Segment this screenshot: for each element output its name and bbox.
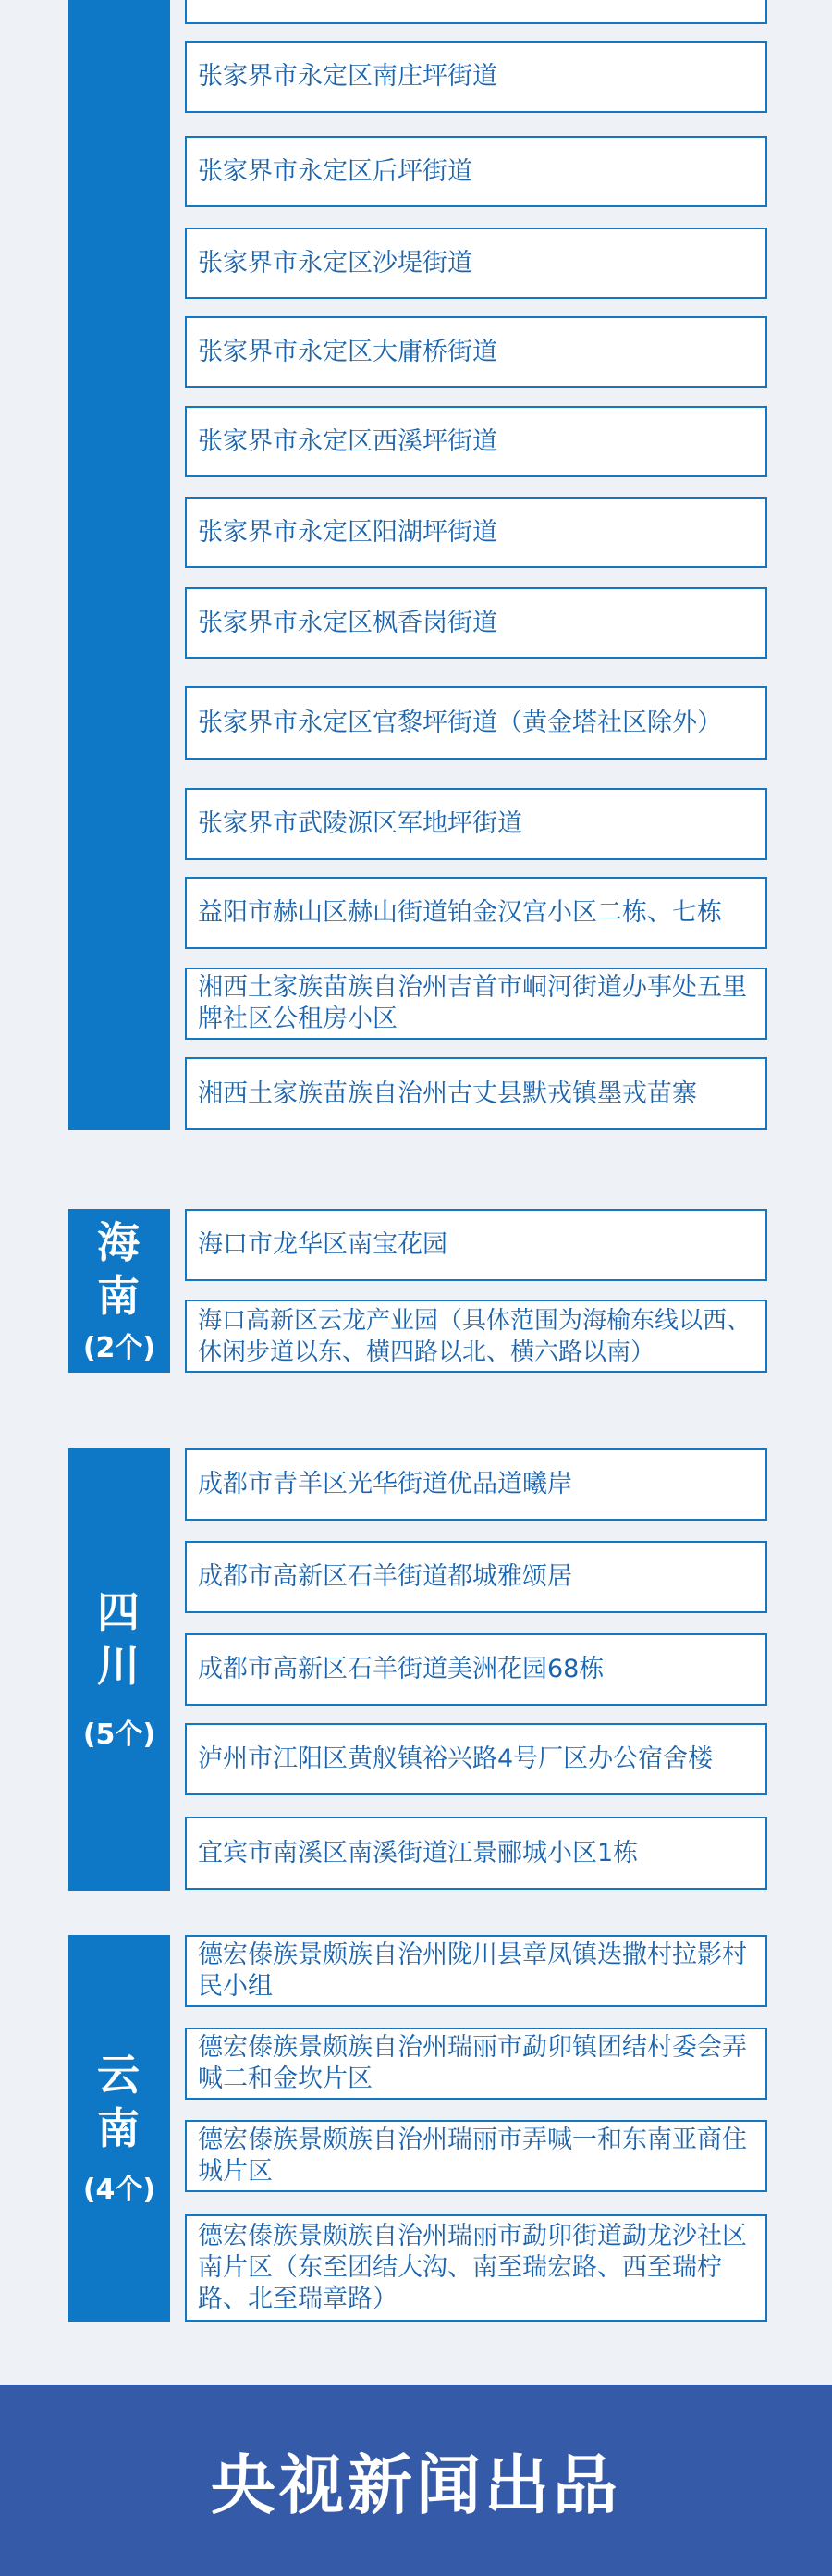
province-count: (5个) (82, 1719, 156, 1751)
list-item: 益阳市赫山区赫山街道铂金汉宫小区二栋、七栋 (185, 877, 767, 949)
province-name-char: 云 (97, 2050, 141, 2100)
list-item: 宜宾市南溪区南溪街道江景郦城小区1栋 (185, 1817, 767, 1890)
list-item: 张家界市永定区沙堤街道 (185, 228, 767, 299)
province-name-char: 南 (97, 1270, 141, 1321)
province-name-char: 川 (97, 1641, 141, 1691)
list-item: 德宏傣族景颇族自治州瑞丽市勐卯街道勐龙沙社区南片区（东至团结大沟、南至瑞宏路、西至瑞柠路、北至瑞章路） (185, 2214, 767, 2322)
hunan-side-bar (68, 0, 170, 1130)
province-count: (4个) (82, 2174, 156, 2206)
list-item: 成都市青羊区光华街道优品道曦岸 (185, 1448, 767, 1521)
hainan-province-label (68, 1209, 170, 1373)
list-item (185, 0, 767, 24)
province-name-char: 南 (97, 2103, 141, 2153)
list-item: 成都市高新区石羊街道都城雅颂居 (185, 1541, 767, 1613)
list-item: 海口高新区云龙产业园（具体范围为海榆东线以西、休闲步道以东、横四路以北、横六路以南） (185, 1300, 767, 1373)
sichuan-section (0, 1448, 832, 1891)
footer-credit: 央视新闻出品 (211, 2447, 621, 2523)
sichuan-province-label (68, 1448, 170, 1891)
list-item: 张家界市永定区阳湖坪街道 (185, 497, 767, 568)
yunnan-province-label (68, 1935, 170, 2322)
province-name-char: 四 (97, 1587, 141, 1637)
footer-banner (0, 2385, 832, 2576)
list-item: 张家界市永定区官黎坪街道（黄金塔社区除外） (185, 686, 767, 760)
list-item: 泸州市江阳区黄舣镇裕兴路4号厂区办公宿舍楼 (185, 1723, 767, 1795)
list-item: 张家界市永定区西溪坪街道 (185, 406, 767, 477)
list-item: 湘西土家族苗族自治州古丈县默戎镇墨戎苗寨 (185, 1057, 767, 1130)
list-item: 张家界市永定区大庸桥街道 (185, 316, 767, 388)
list-item: 成都市高新区石羊街道美洲花园68栋 (185, 1633, 767, 1706)
list-item: 海口市龙华区南宝花园 (185, 1209, 767, 1281)
list-item: 德宏傣族景颇族自治州瑞丽市弄喊一和东南亚商住城片区 (185, 2120, 767, 2192)
list-item: 张家界市永定区后坪街道 (185, 136, 767, 207)
list-item: 张家界市永定区枫香岗街道 (185, 587, 767, 659)
list-item: 张家界市武陵源区军地坪街道 (185, 788, 767, 860)
list-item: 德宏傣族景颇族自治州陇川县章凤镇迭撒村拉影村民小组 (185, 1935, 767, 2007)
list-item: 德宏傣族景颇族自治州瑞丽市勐卯镇团结村委会弄喊二和金坎片区 (185, 2028, 767, 2100)
province-count: (2个) (82, 1331, 156, 1364)
hunan-section (0, 0, 832, 1130)
province-name-char: 海 (97, 1216, 141, 1267)
list-item: 湘西土家族苗族自治州吉首市峒河街道办事处五里牌社区公租房小区 (185, 968, 767, 1040)
hainan-section (0, 1209, 832, 1373)
list-item: 张家界市永定区南庄坪街道 (185, 41, 767, 113)
yunnan-section (0, 1935, 832, 2322)
